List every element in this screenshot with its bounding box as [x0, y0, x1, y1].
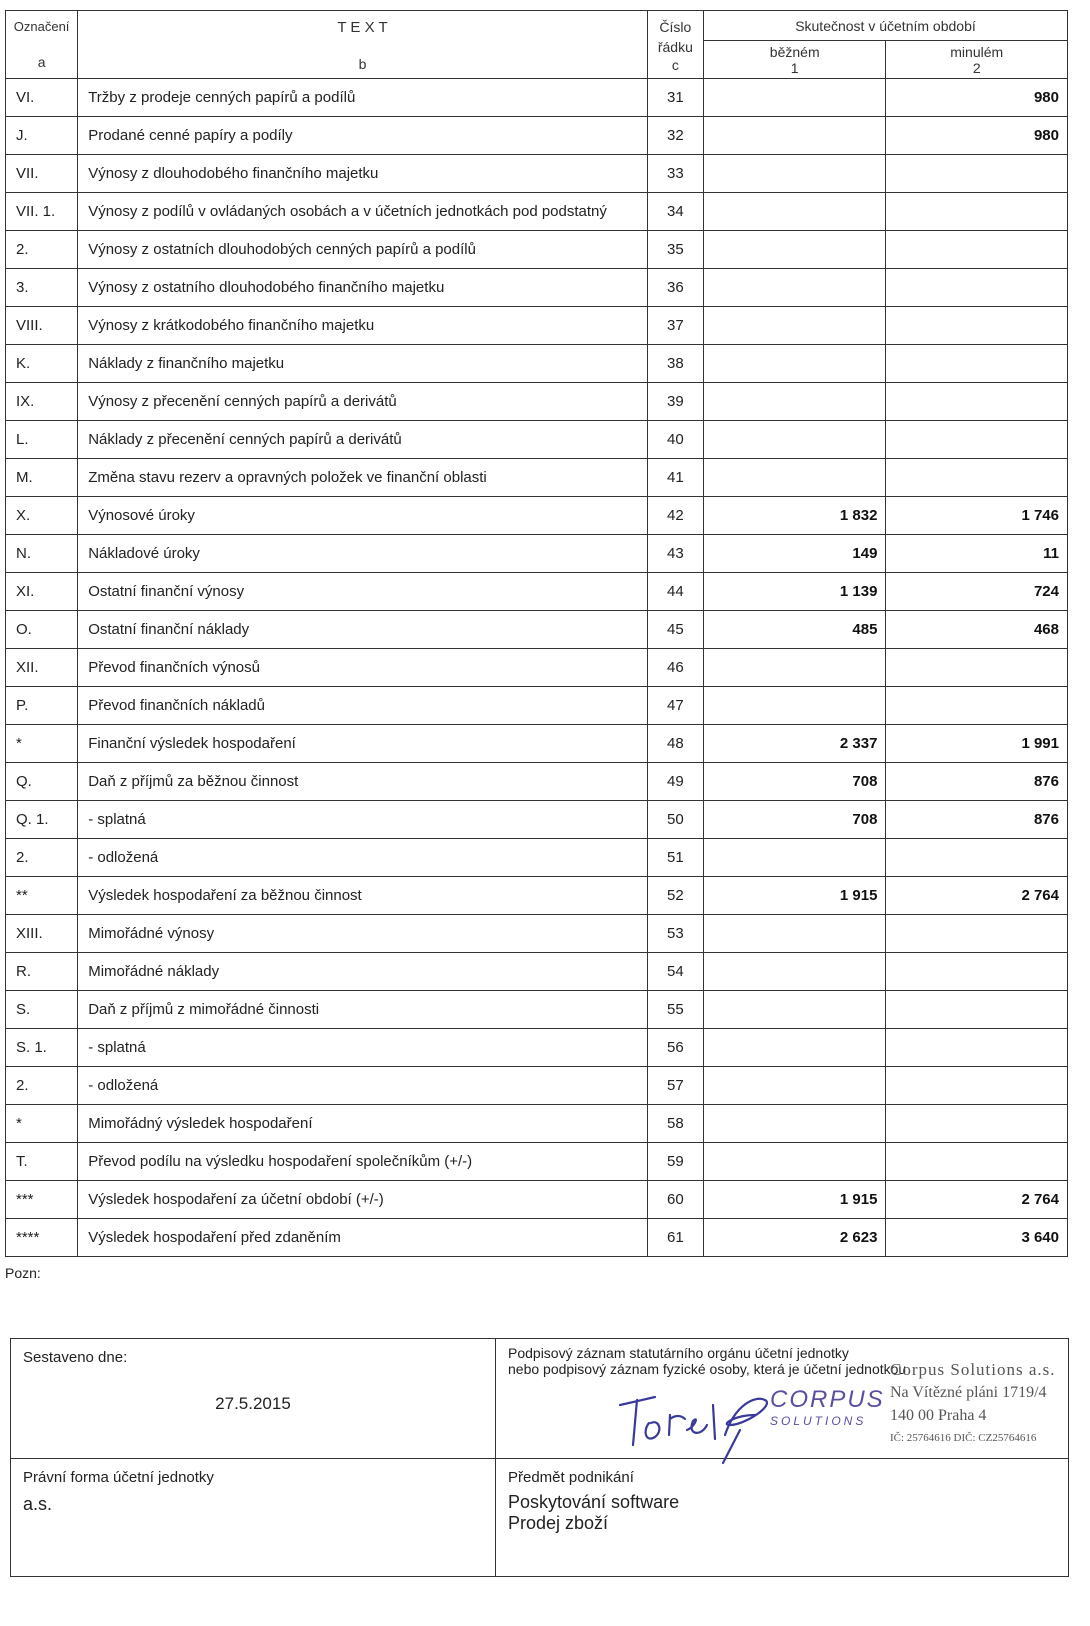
row-previous-value: 980: [886, 117, 1068, 155]
row-number: 38: [647, 345, 703, 383]
row-number: 60: [647, 1181, 703, 1219]
row-mark: 2.: [6, 839, 78, 877]
row-text: Mimořádné náklady: [78, 953, 648, 991]
row-mark: XII.: [6, 649, 78, 687]
row-number: 41: [647, 459, 703, 497]
note-label: Pozn:: [5, 1265, 41, 1281]
row-previous-value: [886, 231, 1068, 269]
logo-bottom-text: SOLUTIONS: [770, 1414, 867, 1428]
col-b-sub: b: [358, 56, 367, 72]
row-previous-value: [886, 687, 1068, 725]
row-mark: S. 1.: [6, 1029, 78, 1067]
row-number: 53: [647, 915, 703, 953]
row-number: 52: [647, 877, 703, 915]
row-previous-value: [886, 345, 1068, 383]
current-sub: 1: [790, 59, 799, 76]
row-mark: IX.: [6, 383, 78, 421]
row-text: Výnosové úroky: [78, 497, 648, 535]
stamp-street: Na Vítězné pláni 1719/4: [890, 1384, 1047, 1401]
table-row: [6, 155, 1068, 193]
row-current-value: 149: [703, 535, 886, 573]
row-number: 32: [647, 117, 703, 155]
row-current-value: 485: [703, 611, 886, 649]
row-mark: L.: [6, 421, 78, 459]
handwritten-signature: [615, 1375, 785, 1465]
col-b-title: T E X T: [337, 19, 388, 36]
row-text: Nákladové úroky: [78, 535, 648, 573]
row-text: Výsledek hospodaření před zdaněním: [78, 1219, 648, 1257]
row-number: 59: [647, 1143, 703, 1181]
row-text: Tržby z prodeje cenných papírů a podílů: [78, 79, 648, 117]
table-row: [6, 535, 1068, 573]
row-mark: **: [6, 877, 78, 915]
row-text: - odložená: [78, 1067, 648, 1105]
row-number: 57: [647, 1067, 703, 1105]
row-mark: K.: [6, 345, 78, 383]
row-current-value: 1 915: [703, 1181, 886, 1219]
table-row: [6, 1219, 1068, 1257]
row-text: Převod finančních výnosů: [78, 649, 648, 687]
row-mark: J.: [6, 117, 78, 155]
row-previous-value: [886, 459, 1068, 497]
col-c-header: [647, 11, 703, 79]
row-number: 39: [647, 383, 703, 421]
row-previous-value: 468: [886, 611, 1068, 649]
row-number: 49: [647, 763, 703, 801]
row-previous-value: 980: [886, 79, 1068, 117]
row-number: 48: [647, 725, 703, 763]
row-current-value: [703, 231, 886, 269]
logo-top-text: CORPUS: [770, 1386, 885, 1413]
row-number: 35: [647, 231, 703, 269]
row-current-value: [703, 1143, 886, 1181]
row-text: Výsledek hospodaření za účetní období (+/-): [78, 1181, 648, 1219]
row-mark: XI.: [6, 573, 78, 611]
business-label: Předmět podnikání: [508, 1469, 634, 1486]
table-row: [6, 1143, 1068, 1181]
previous-period-header: [886, 41, 1068, 79]
row-number: 54: [647, 953, 703, 991]
row-current-value: 708: [703, 763, 886, 801]
table-row: [6, 763, 1068, 801]
table-row: [6, 801, 1068, 839]
row-previous-value: [886, 1143, 1068, 1181]
table-header: [6, 11, 1068, 79]
row-mark: M.: [6, 459, 78, 497]
stamp-ids: IČ: 25764616 DIČ: CZ25764616: [890, 1432, 1037, 1444]
row-current-value: [703, 193, 886, 231]
row-previous-value: 876: [886, 763, 1068, 801]
business-line-1: Poskytování software: [508, 1492, 680, 1512]
row-previous-value: [886, 649, 1068, 687]
row-number: 31: [647, 79, 703, 117]
row-current-value: [703, 307, 886, 345]
row-previous-value: [886, 383, 1068, 421]
row-number: 40: [647, 421, 703, 459]
row-text: Finanční výsledek hospodaření: [78, 725, 648, 763]
table-row: [6, 725, 1068, 763]
row-previous-value: 876: [886, 801, 1068, 839]
row-number: 46: [647, 649, 703, 687]
table-row: [6, 307, 1068, 345]
row-number: 45: [647, 611, 703, 649]
row-number: 37: [647, 307, 703, 345]
row-mark: N.: [6, 535, 78, 573]
row-mark: *: [6, 1105, 78, 1143]
row-current-value: [703, 117, 886, 155]
row-text: Výnosy z podílů v ovládaných osobách a v účetních jednotkách pod podstatný: [78, 193, 648, 231]
row-text: - odložená: [78, 839, 648, 877]
row-current-value: [703, 459, 886, 497]
row-previous-value: [886, 307, 1068, 345]
row-mark: ***: [6, 1181, 78, 1219]
row-current-value: [703, 383, 886, 421]
row-current-value: 2 623: [703, 1219, 886, 1257]
row-text: Daň z příjmů z mimořádné činnosti: [78, 991, 648, 1029]
row-previous-value: [886, 1067, 1068, 1105]
row-previous-value: [886, 991, 1068, 1029]
col-c-title: Číslo řádku: [657, 19, 693, 55]
row-number: 55: [647, 991, 703, 1029]
current-period-header: [703, 41, 886, 79]
row-current-value: [703, 1067, 886, 1105]
row-text: Ostatní finanční výnosy: [78, 573, 648, 611]
legal-form-value: a.s.: [23, 1494, 53, 1514]
row-mark: 3.: [6, 269, 78, 307]
table-row: [6, 193, 1068, 231]
legal-form-label: Právní forma účetní jednotky: [23, 1469, 214, 1486]
table-row: [6, 459, 1068, 497]
table-row: [6, 915, 1068, 953]
row-text: Výnosy z ostatních dlouhodobých cenných papírů a podílů: [78, 231, 648, 269]
row-number: 58: [647, 1105, 703, 1143]
row-previous-value: 3 640: [886, 1219, 1068, 1257]
col-a-title: Označení: [13, 19, 70, 34]
table-row: [6, 1181, 1068, 1219]
row-number: 50: [647, 801, 703, 839]
financial-results-table: [5, 10, 1068, 1257]
row-text: - splatná: [78, 801, 648, 839]
row-number: 42: [647, 497, 703, 535]
row-current-value: [703, 155, 886, 193]
row-current-value: [703, 649, 886, 687]
row-text: - splatná: [78, 1029, 648, 1067]
signature-label-2: nebo podpisový záznam fyzické osoby, která je účetní jednotkou: [508, 1361, 907, 1377]
row-number: 51: [647, 839, 703, 877]
row-text: Daň z příjmů za běžnou činnost: [78, 763, 648, 801]
col-b-header: [78, 11, 648, 79]
table-row: [6, 497, 1068, 535]
previous-sub: 2: [972, 59, 981, 76]
stamp-company: Corpus Solutions a.s.: [890, 1360, 1056, 1379]
row-mark: S.: [6, 991, 78, 1029]
row-mark: X.: [6, 497, 78, 535]
row-text: Mimořádný výsledek hospodaření: [78, 1105, 648, 1143]
row-previous-value: 1 991: [886, 725, 1068, 763]
row-number: 33: [647, 155, 703, 193]
table-row: [6, 877, 1068, 915]
row-current-value: [703, 991, 886, 1029]
row-previous-value: 724: [886, 573, 1068, 611]
signature-label-1: Podpisový záznam statutárního orgánu účetní jednotky: [508, 1345, 849, 1361]
row-text: Výnosy z dlouhodobého finančního majetku: [78, 155, 648, 193]
stamp-city: 140 00 Praha 4: [890, 1407, 987, 1424]
row-text: Náklady z finančního majetku: [78, 345, 648, 383]
row-mark: Q. 1.: [6, 801, 78, 839]
table-row: [6, 991, 1068, 1029]
current-title: běžném: [769, 43, 820, 60]
row-mark: O.: [6, 611, 78, 649]
business-cell: [496, 1459, 1069, 1577]
previous-title: minulém: [950, 43, 1004, 60]
row-current-value: 1 915: [703, 877, 886, 915]
row-text: Ostatní finanční náklady: [78, 611, 648, 649]
row-text: Převod finančních nákladů: [78, 687, 648, 725]
row-number: 44: [647, 573, 703, 611]
row-mark: VIII.: [6, 307, 78, 345]
table-row: [6, 649, 1068, 687]
compiled-date: 27.5.2015: [215, 1394, 291, 1413]
row-previous-value: [886, 915, 1068, 953]
row-previous-value: 2 764: [886, 1181, 1068, 1219]
row-current-value: [703, 345, 886, 383]
row-previous-value: [886, 953, 1068, 991]
row-number: 36: [647, 269, 703, 307]
row-mark: T.: [6, 1143, 78, 1181]
legal-form-cell: [11, 1459, 496, 1577]
row-current-value: 2 337: [703, 725, 886, 763]
table-row: [6, 383, 1068, 421]
row-previous-value: [886, 1029, 1068, 1067]
row-previous-value: [886, 839, 1068, 877]
table-row: [6, 1105, 1068, 1143]
row-text: Náklady z přecenění cenných papírů a derivátů: [78, 421, 648, 459]
table-row: [6, 231, 1068, 269]
row-mark: VII. 1.: [6, 193, 78, 231]
row-number: 56: [647, 1029, 703, 1067]
table-row: [6, 345, 1068, 383]
row-current-value: 708: [703, 801, 886, 839]
table-row: [6, 611, 1068, 649]
company-stamp: [890, 1358, 1056, 1450]
row-current-value: [703, 79, 886, 117]
row-mark: *: [6, 725, 78, 763]
table-row: [6, 421, 1068, 459]
row-mark: 2.: [6, 1067, 78, 1105]
row-mark: VII.: [6, 155, 78, 193]
compiled-cell: [11, 1339, 496, 1459]
row-current-value: [703, 687, 886, 725]
table-row: [6, 79, 1068, 117]
row-mark: VI.: [6, 79, 78, 117]
company-logo: [770, 1386, 885, 1428]
row-previous-value: [886, 1105, 1068, 1143]
row-previous-value: [886, 421, 1068, 459]
table-row: [6, 1067, 1068, 1105]
row-current-value: [703, 1105, 886, 1143]
row-text: Výnosy z přecenění cenných papírů a derivátů: [78, 383, 648, 421]
row-mark: Q.: [6, 763, 78, 801]
row-previous-value: [886, 193, 1068, 231]
col-a-header: [6, 11, 78, 79]
row-current-value: [703, 1029, 886, 1067]
row-mark: XIII.: [6, 915, 78, 953]
row-previous-value: 1 746: [886, 497, 1068, 535]
row-text: Výnosy z krátkodobého finančního majetku: [78, 307, 648, 345]
row-current-value: 1 139: [703, 573, 886, 611]
table-row: [6, 269, 1068, 307]
row-mark: P.: [6, 687, 78, 725]
table-row: [6, 687, 1068, 725]
row-current-value: [703, 269, 886, 307]
row-text: Výnosy z ostatního dlouhodobého finančního majetku: [78, 269, 648, 307]
row-text: Výsledek hospodaření za běžnou činnost: [78, 877, 648, 915]
row-mark: R.: [6, 953, 78, 991]
table-body: [6, 79, 1068, 1257]
row-text: Mimořádné výnosy: [78, 915, 648, 953]
row-previous-value: 11: [886, 535, 1068, 573]
row-previous-value: [886, 269, 1068, 307]
col-c-sub: c: [671, 57, 679, 73]
row-mark: 2.: [6, 231, 78, 269]
row-number: 47: [647, 687, 703, 725]
row-current-value: [703, 421, 886, 459]
table-row: [6, 117, 1068, 155]
row-current-value: [703, 839, 886, 877]
row-text: Převod podílu na výsledku hospodaření společníkům (+/-): [78, 1143, 648, 1181]
row-current-value: [703, 953, 886, 991]
row-number: 34: [647, 193, 703, 231]
period-header: Skutečnost v účetním období: [703, 11, 1067, 41]
row-current-value: 1 832: [703, 497, 886, 535]
row-current-value: [703, 915, 886, 953]
table-row: [6, 1029, 1068, 1067]
compiled-label: Sestaveno dne:: [23, 1349, 128, 1366]
row-mark: ****: [6, 1219, 78, 1257]
table-row: [6, 839, 1068, 877]
row-text: Změna stavu rezerv a opravných položek ve finanční oblasti: [78, 459, 648, 497]
row-text: Prodané cenné papíry a podíly: [78, 117, 648, 155]
row-number: 43: [647, 535, 703, 573]
col-a-sub: a: [37, 54, 46, 70]
row-previous-value: [886, 155, 1068, 193]
table-row: [6, 953, 1068, 991]
table-row: [6, 573, 1068, 611]
row-previous-value: 2 764: [886, 877, 1068, 915]
business-line-2: Prodej zboží: [508, 1513, 609, 1533]
row-number: 61: [647, 1219, 703, 1257]
